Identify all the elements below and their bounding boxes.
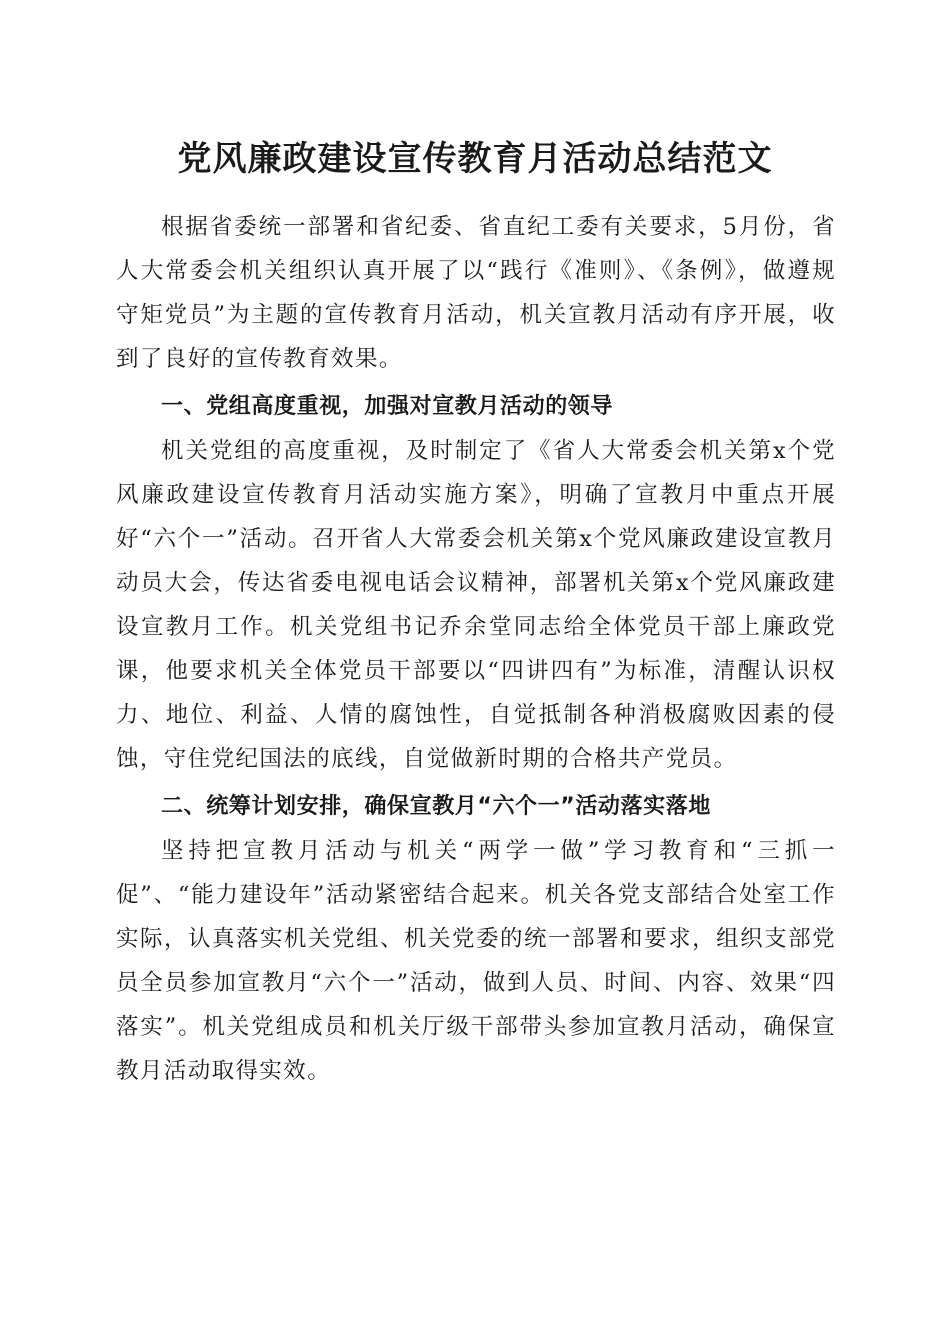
document-body [116,205,836,1093]
document-title: 党风廉政建设宣传教育月活动总结范文 [177,139,773,179]
section-1-paragraph: 机关党组的高度重视，及时制定了《省人大常委会机关第x个党风廉政建设宣传教育月活动实施方案》，明确了宣教月中重点开展好“六个一”活动。召开省人大常委会机关第x个党风廉政建设宣教月动员大会，传达省委电视电话会议精神，部署机关第x个党风廉政建设宣教月工作。机关党组书记乔余堂同志给全体党员干部上廉政党课，他要求机关全体党员干部要以“四讲四有”为标准，清醒认识权力、地位、利益、人情的腐蚀性，自觉抵制各种消极腐败因素的侵蚀，守住党纪国法的底线，自觉做新时期的合格共产党员。 [116,438,836,772]
section-2-heading: 二、统筹计划安排，确保宣教月“六个一”活动落实落地 [161,794,711,819]
section-2-paragraph: 坚持把宣教月活动与机关“两学一做”学习教育和“三抓一促”、“能力建设年”活动紧密结合起来。机关各党支部结合处室工作实际，认真落实机关党组、机关党委的统一部署和要求，组织支部党员全员参加宣教月“六个一”活动，做到人员、时间、内容、效果“四落实”。机关党组成员和机关厅级干部带头参加宣教月活动，确保宣教月活动取得实效。 [116,838,836,1084]
section-1-heading: 一、党组高度重视，加强对宣教月活动的领导 [161,394,614,419]
intro-paragraph: 根据省委统一部署和省纪委、省直纪工委有关要求，5月份，省人大常委会机关组织认真开展了以“践行《准则》、《条例》，做遵规守矩党员”为主题的宣传教育月活动，机关宣教月活动有序开展，收到了良好的宣传教育效果。 [116,214,836,372]
